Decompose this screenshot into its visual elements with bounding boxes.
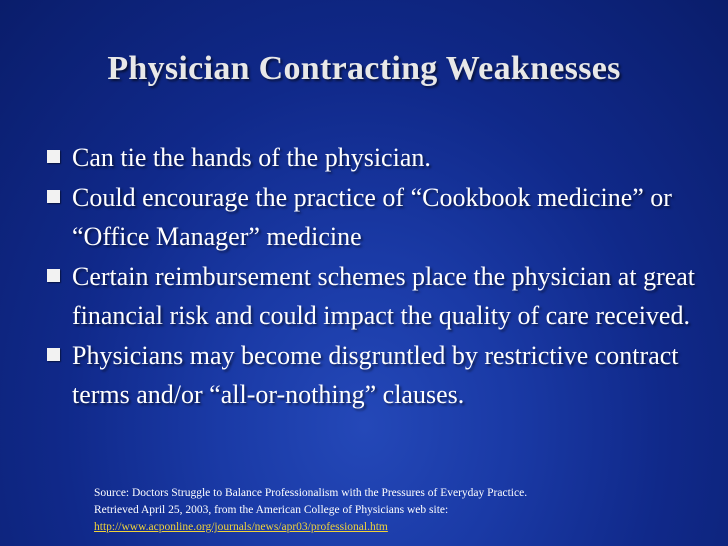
square-bullet-icon	[47, 150, 60, 163]
source-link[interactable]: http://www.acponline.org/journals/news/apr03/professional.htm	[94, 521, 388, 533]
bullet-text: Can tie the hands of the physician.	[72, 143, 431, 172]
square-bullet-icon	[47, 348, 60, 361]
source-line-1: Source: Doctors Struggle to Balance Professionalism with the Pressures of Everyday Practice.	[94, 487, 528, 499]
slide-title: Physician Contracting Weaknesses	[107, 50, 621, 87]
bullet-item	[47, 138, 707, 177]
bullet-text: Could encourage the practice of “Cookbook medicine” or “Office Manager” medicine	[72, 183, 672, 251]
bullet-text: Certain reimbursement schemes place the physician at great financial risk and could impact the quality of care received.	[72, 262, 696, 330]
bullet-item	[47, 178, 707, 256]
source-line-2: Retrieved April 25, 2003, from the American College of Physicians web site:	[94, 504, 449, 516]
bullet-item	[47, 257, 707, 335]
source-citation	[94, 485, 714, 536]
bullet-list	[47, 138, 707, 415]
bullet-text: Physicians may become disgruntled by restrictive contract terms and/or “all-or-nothing” clauses.	[72, 341, 679, 409]
square-bullet-icon	[47, 269, 60, 282]
bullet-item	[47, 336, 707, 414]
square-bullet-icon	[47, 190, 60, 203]
